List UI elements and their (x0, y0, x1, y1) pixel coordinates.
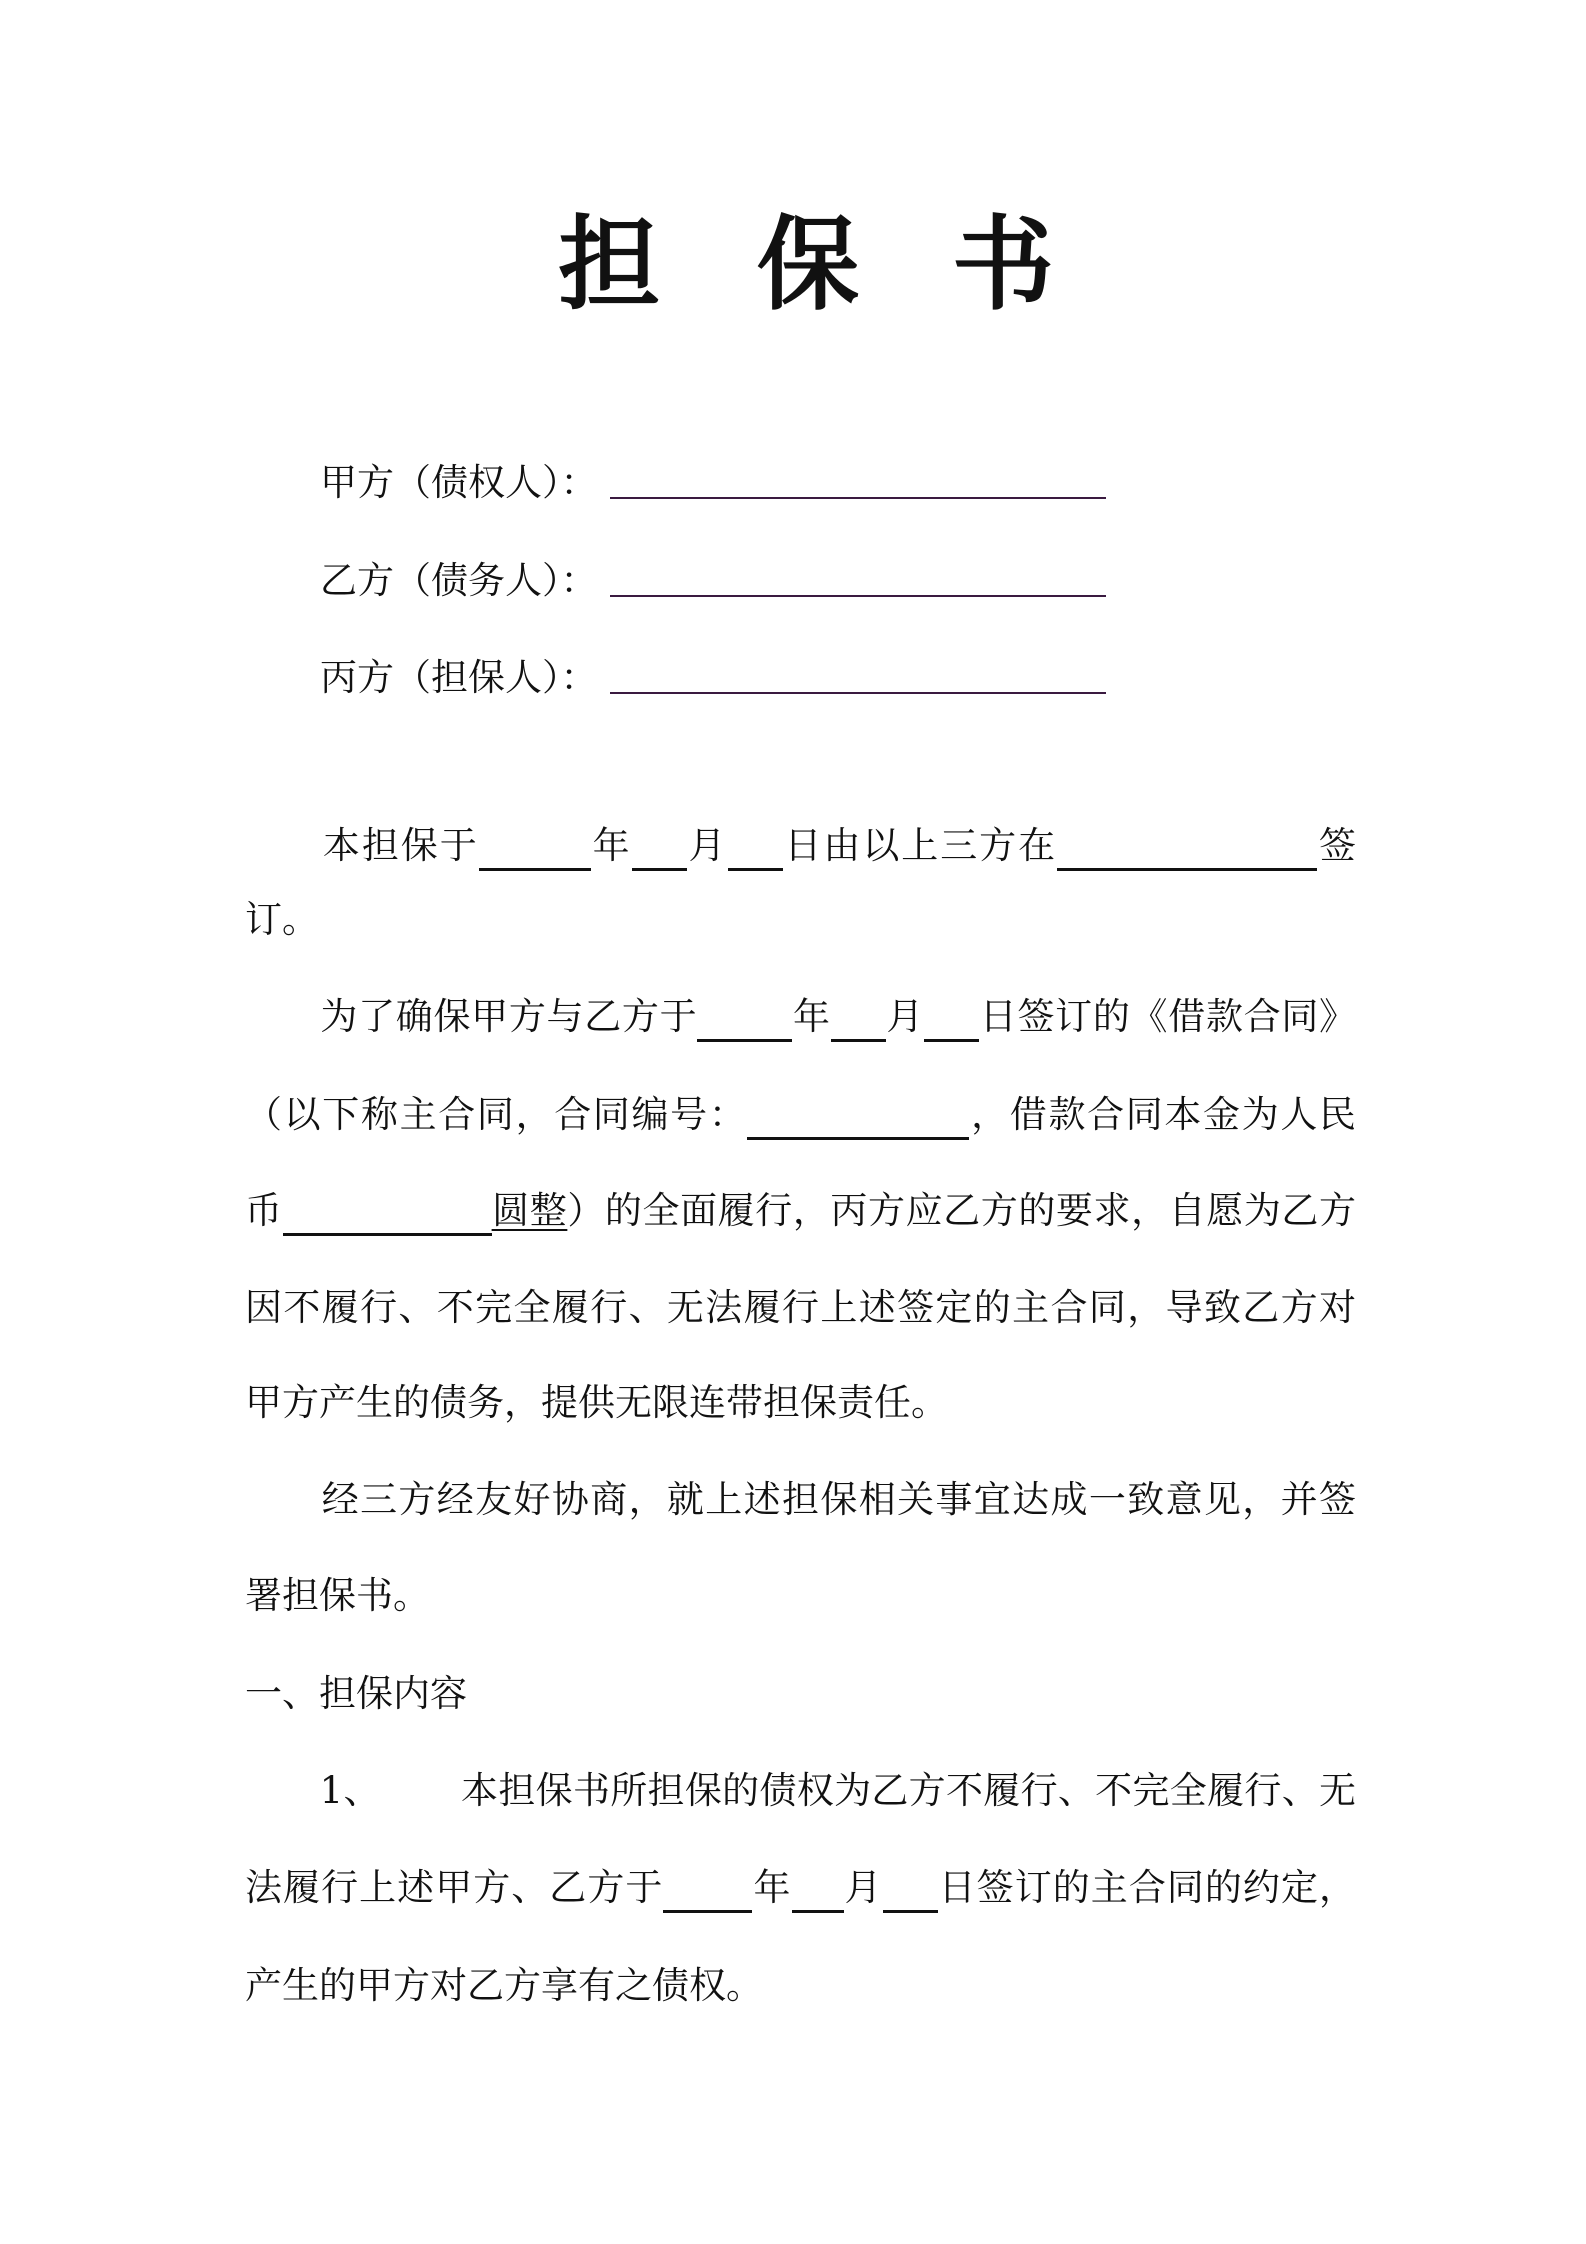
party-guarantor (320, 653, 1106, 703)
text-segment: 年 (752, 1866, 792, 1909)
text-segment: 因不履行、不完全履行、无法履行上述签定的主合同，导致乙方对 (245, 1286, 1356, 1329)
text-segment: 产生的甲方对乙方享有之债权。 (245, 1964, 763, 2007)
text-segment: 年 (792, 995, 831, 1038)
fill-in-blank (479, 832, 591, 871)
text-segment: 本担保书所担保的债权为乙方不履行、不完全履行、无 (460, 1769, 1356, 1812)
text-segment: 署担保书。 (245, 1574, 430, 1617)
text-segment: 一、担保内容 (245, 1672, 467, 1715)
fill-in-blank (792, 1874, 844, 1913)
text-line (245, 1283, 1356, 1333)
fill-in-blank (632, 832, 687, 871)
title-char: 保 (757, 205, 859, 325)
text-segment: （以下称主合同，合同编号： (245, 1093, 748, 1136)
text-segment: 月 (885, 995, 925, 1038)
fill-in-blank (924, 1003, 979, 1042)
text-segment: 月 (686, 824, 728, 867)
text-segment: 币 (245, 1189, 283, 1232)
signature-line (610, 467, 1106, 499)
text-segment: 为了确保甲方与乙方于 (245, 995, 698, 1038)
text-segment: 年 (590, 824, 632, 867)
signature-line (610, 565, 1106, 597)
text-segment: 签 (1317, 824, 1357, 867)
title-char: 书 (952, 205, 1054, 325)
text-line (245, 895, 1356, 945)
text-segment: 法履行上述甲方、乙方于 (245, 1866, 664, 1909)
text-segment: ，借款合同本金为人民 (969, 1093, 1357, 1136)
party-debtor (320, 556, 1106, 606)
party-label: 甲方（债权人）： (320, 461, 598, 504)
fill-in-blank (1057, 832, 1317, 871)
text-line (245, 1186, 1356, 1236)
document-title (0, 205, 1586, 325)
text-line (245, 1863, 1356, 1913)
text-line (245, 1090, 1356, 1140)
party-label: 乙方（债务人）： (320, 559, 598, 602)
text-line (245, 1571, 1356, 1621)
text-line (245, 1766, 1356, 1816)
text-segment: 日由以上三方在 (782, 824, 1058, 867)
text-line (245, 992, 1356, 1042)
text-segment: 甲方产生的债务，提供无限连带担保责任。 (245, 1381, 948, 1424)
text-segment: 1、 (245, 1769, 381, 1812)
text-line (245, 1669, 1356, 1719)
text-segment: 订。 (245, 898, 319, 941)
text-line (245, 821, 1356, 871)
fill-in-blank (663, 1874, 752, 1913)
underlined-text: 圆整 (491, 1189, 568, 1232)
text-segment: ）的全面履行，丙方应乙方的要求，自愿为乙方 (567, 1189, 1357, 1232)
fill-in-blank (283, 1197, 492, 1236)
fill-in-blank (728, 832, 783, 871)
fill-in-blank (831, 1003, 886, 1042)
title-char: 担 (558, 205, 660, 325)
signature-line (610, 662, 1106, 694)
text-line (245, 1378, 1356, 1428)
text-segment: 日签订的主合同的约定， (937, 1866, 1357, 1909)
text-line (245, 1475, 1356, 1525)
text-line (245, 1961, 1356, 2011)
text-segment: 经三方经友好协商，就上述担保相关事宜达成一致意见，并签 (245, 1478, 1356, 1521)
fill-in-blank (697, 1003, 792, 1042)
text-segment: 本担保于 (245, 824, 479, 867)
fill-in-blank (747, 1101, 969, 1140)
text-segment: 月 (843, 1866, 883, 1909)
text-segment: 日签订的《借款合同》 (979, 995, 1357, 1038)
fill-in-blank (883, 1874, 938, 1913)
party-label: 丙方（担保人）： (320, 656, 598, 699)
party-creditor (320, 458, 1106, 508)
